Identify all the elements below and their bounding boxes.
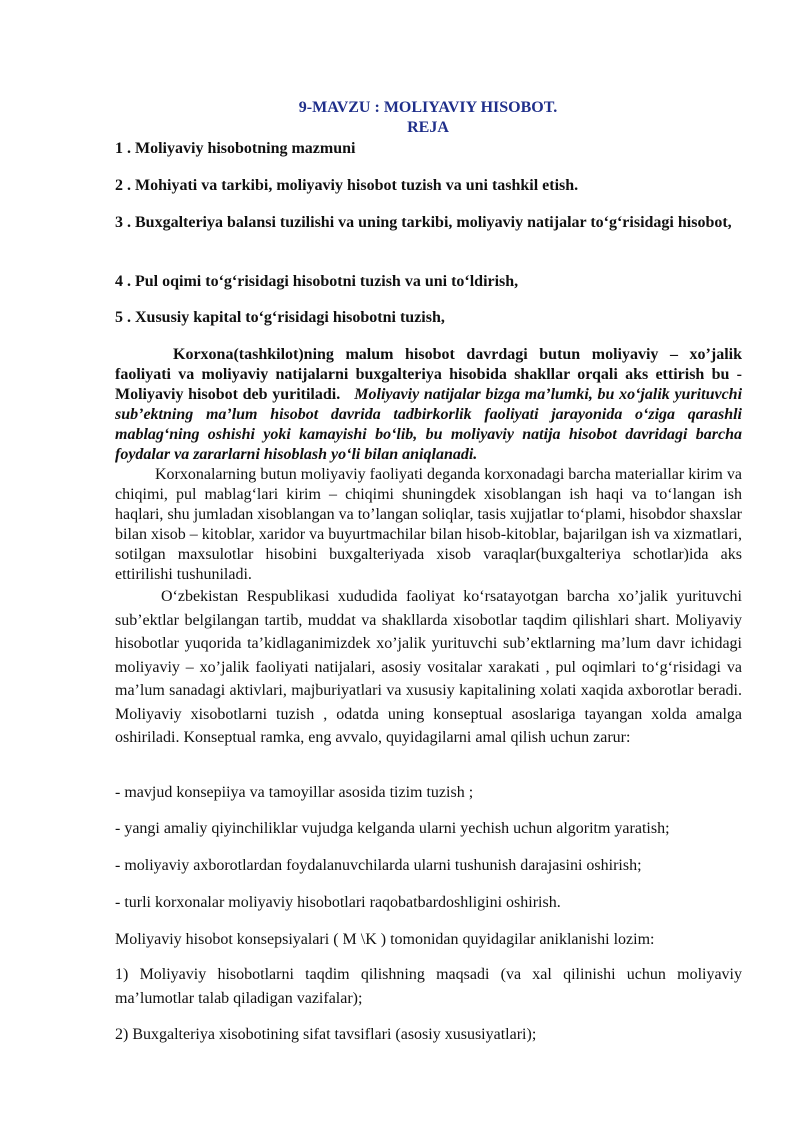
- plan-item-1: 1 . Moliyaviy hisobotning mazmuni: [115, 140, 356, 157]
- plan-item-2: 2 . Mohiyati va tarkibi, moliyaviy hisobot tuzish va uni tashkil etish.: [115, 177, 579, 194]
- intro-paragraph: [115, 345, 742, 465]
- plan-item-4: 4 . Pul oqimi to‘g‘risidagi hisobotni tuzish va uni to‘ldirish,: [115, 273, 519, 290]
- bullet-item-2: - yangi amaliy qiyinchiliklar vujudga kelganda ularni yechish uchun algoritm yaratish;: [115, 820, 670, 837]
- bullet-item-4: - turli korxonalar moliyaviy hisobotlari raqobatbardoshligini oshirish.: [115, 894, 561, 911]
- intro-bold-text: Korxona(tashkilot)ning malum hisobot davrdagi butun moliyaviy – xo’jalik faoliyati va moliyaviy natijalarni buxgalteriya hisobida shakllar orqali aks ettirish bu - Moliyaviy hisobot deb yuritiladi.: [115, 346, 742, 403]
- numbered-item-2: 2) Buxgalteriya xisobotining sifat tavsiflari (asosiy xususiyatlari);: [115, 1026, 537, 1043]
- bullet-item-3: - moliyaviy axborotlardan foydalanuvchilarda ularni tushunish darajasini oshirish;: [115, 857, 642, 874]
- concepts-intro: Moliyaviy hisobot konsepsiyalari ( M \K ) tomonidan quyidagilar aniklanishi lozim:: [115, 931, 655, 948]
- paragraph-activity: Korxonalarning butun moliyaviy faoliyati deganda korxonadagi barcha materiallar kirim va chiqimi, pul mablag‘lari kirim – chiqimi shuningdek xisoblangan ish haqi va to‘langan ish haqlari, shu jumladan xisoblangan va to’langan soliqlar, tasis xujjatlar to‘plami, hisobdor shaxslar bilan xisob – kitoblar, xaridor va buyurtmachilar bilan hisob-kitoblar, bajarilgan ish va xizmatlari, sotilgan maxsulotlar hisobini buxgalteriyada xisob varaqlar(buxgalteriya schotlar)ida aks ettirilishi tushuniladi.: [115, 466, 742, 583]
- plan-item-3: 3 . Buxgalteriya balansi tuzilishi va uning tarkibi, moliyaviy natijalar to‘g‘risidagi hisobot,: [115, 214, 732, 231]
- bullet-item-1: - mavjud konsepiiya va tamoyillar asosida tizim tuzish ;: [115, 784, 474, 801]
- plan-heading: REJA: [407, 119, 449, 136]
- numbered-item-1: 1) Moliyaviy hisobotlarni taqdim qilishning maqsadi (va xal qilinishi uchun moliyaviy ma’lumotlar talab qiladigan vazifalar);: [115, 966, 742, 1007]
- intro-italic-text: Moliyaviy natijalar bizga ma’lumki, bu xo‘jalik yurituvchi sub’ektning ma’lum hisobot davrida tadbirkorlik faoliyati jarayonida o‘ziga qarashli mablag‘ning oshishi yoki kamayishi bo‘lib, bu moliyaviy natija hisobot davridagi barcha foydalar va zararlarni hisoblash yo‘li bilan aniqlanadi.: [115, 386, 743, 463]
- plan-item-5: 5 . Xususiy kapital to‘g‘risidagi hisobotni tuzish,: [115, 309, 445, 326]
- paragraph-reporting: O‘zbekistan Respublikasi xududida faoliyat ko‘rsatayotgan barcha xo’jalik yurituvchi sub’ektlar belgilangan tartib, muddat va shakllarda xisobotlar taqdim qilishlari shart. Moliyaviy hisobotlar yuqorida ta’kidlaganimizdek xo’jalik yurituvchi sub’ektlarning ma’lum davr ichidagi moliyaviy – xo’jalik faoliyati natijalari, asosiy vositalar xarakati , pul oqimlari to‘g‘risidagi va ma’lum sanadagi aktivlari, majburiyatlari va xususiy kapitalining xolati xaqida axborotlar beradi. Moliyaviy xisobotlarni tuzish , odatda uning konseptual asoslariga tayangan xolda amalga oshiriladi. Konseptual ramka, eng avvalo, quyidagilarni amal qilish uchun zarur:: [115, 588, 742, 746]
- page-title: 9-MAVZU : MOLIYAVIY HISOBOT.: [298, 99, 558, 116]
